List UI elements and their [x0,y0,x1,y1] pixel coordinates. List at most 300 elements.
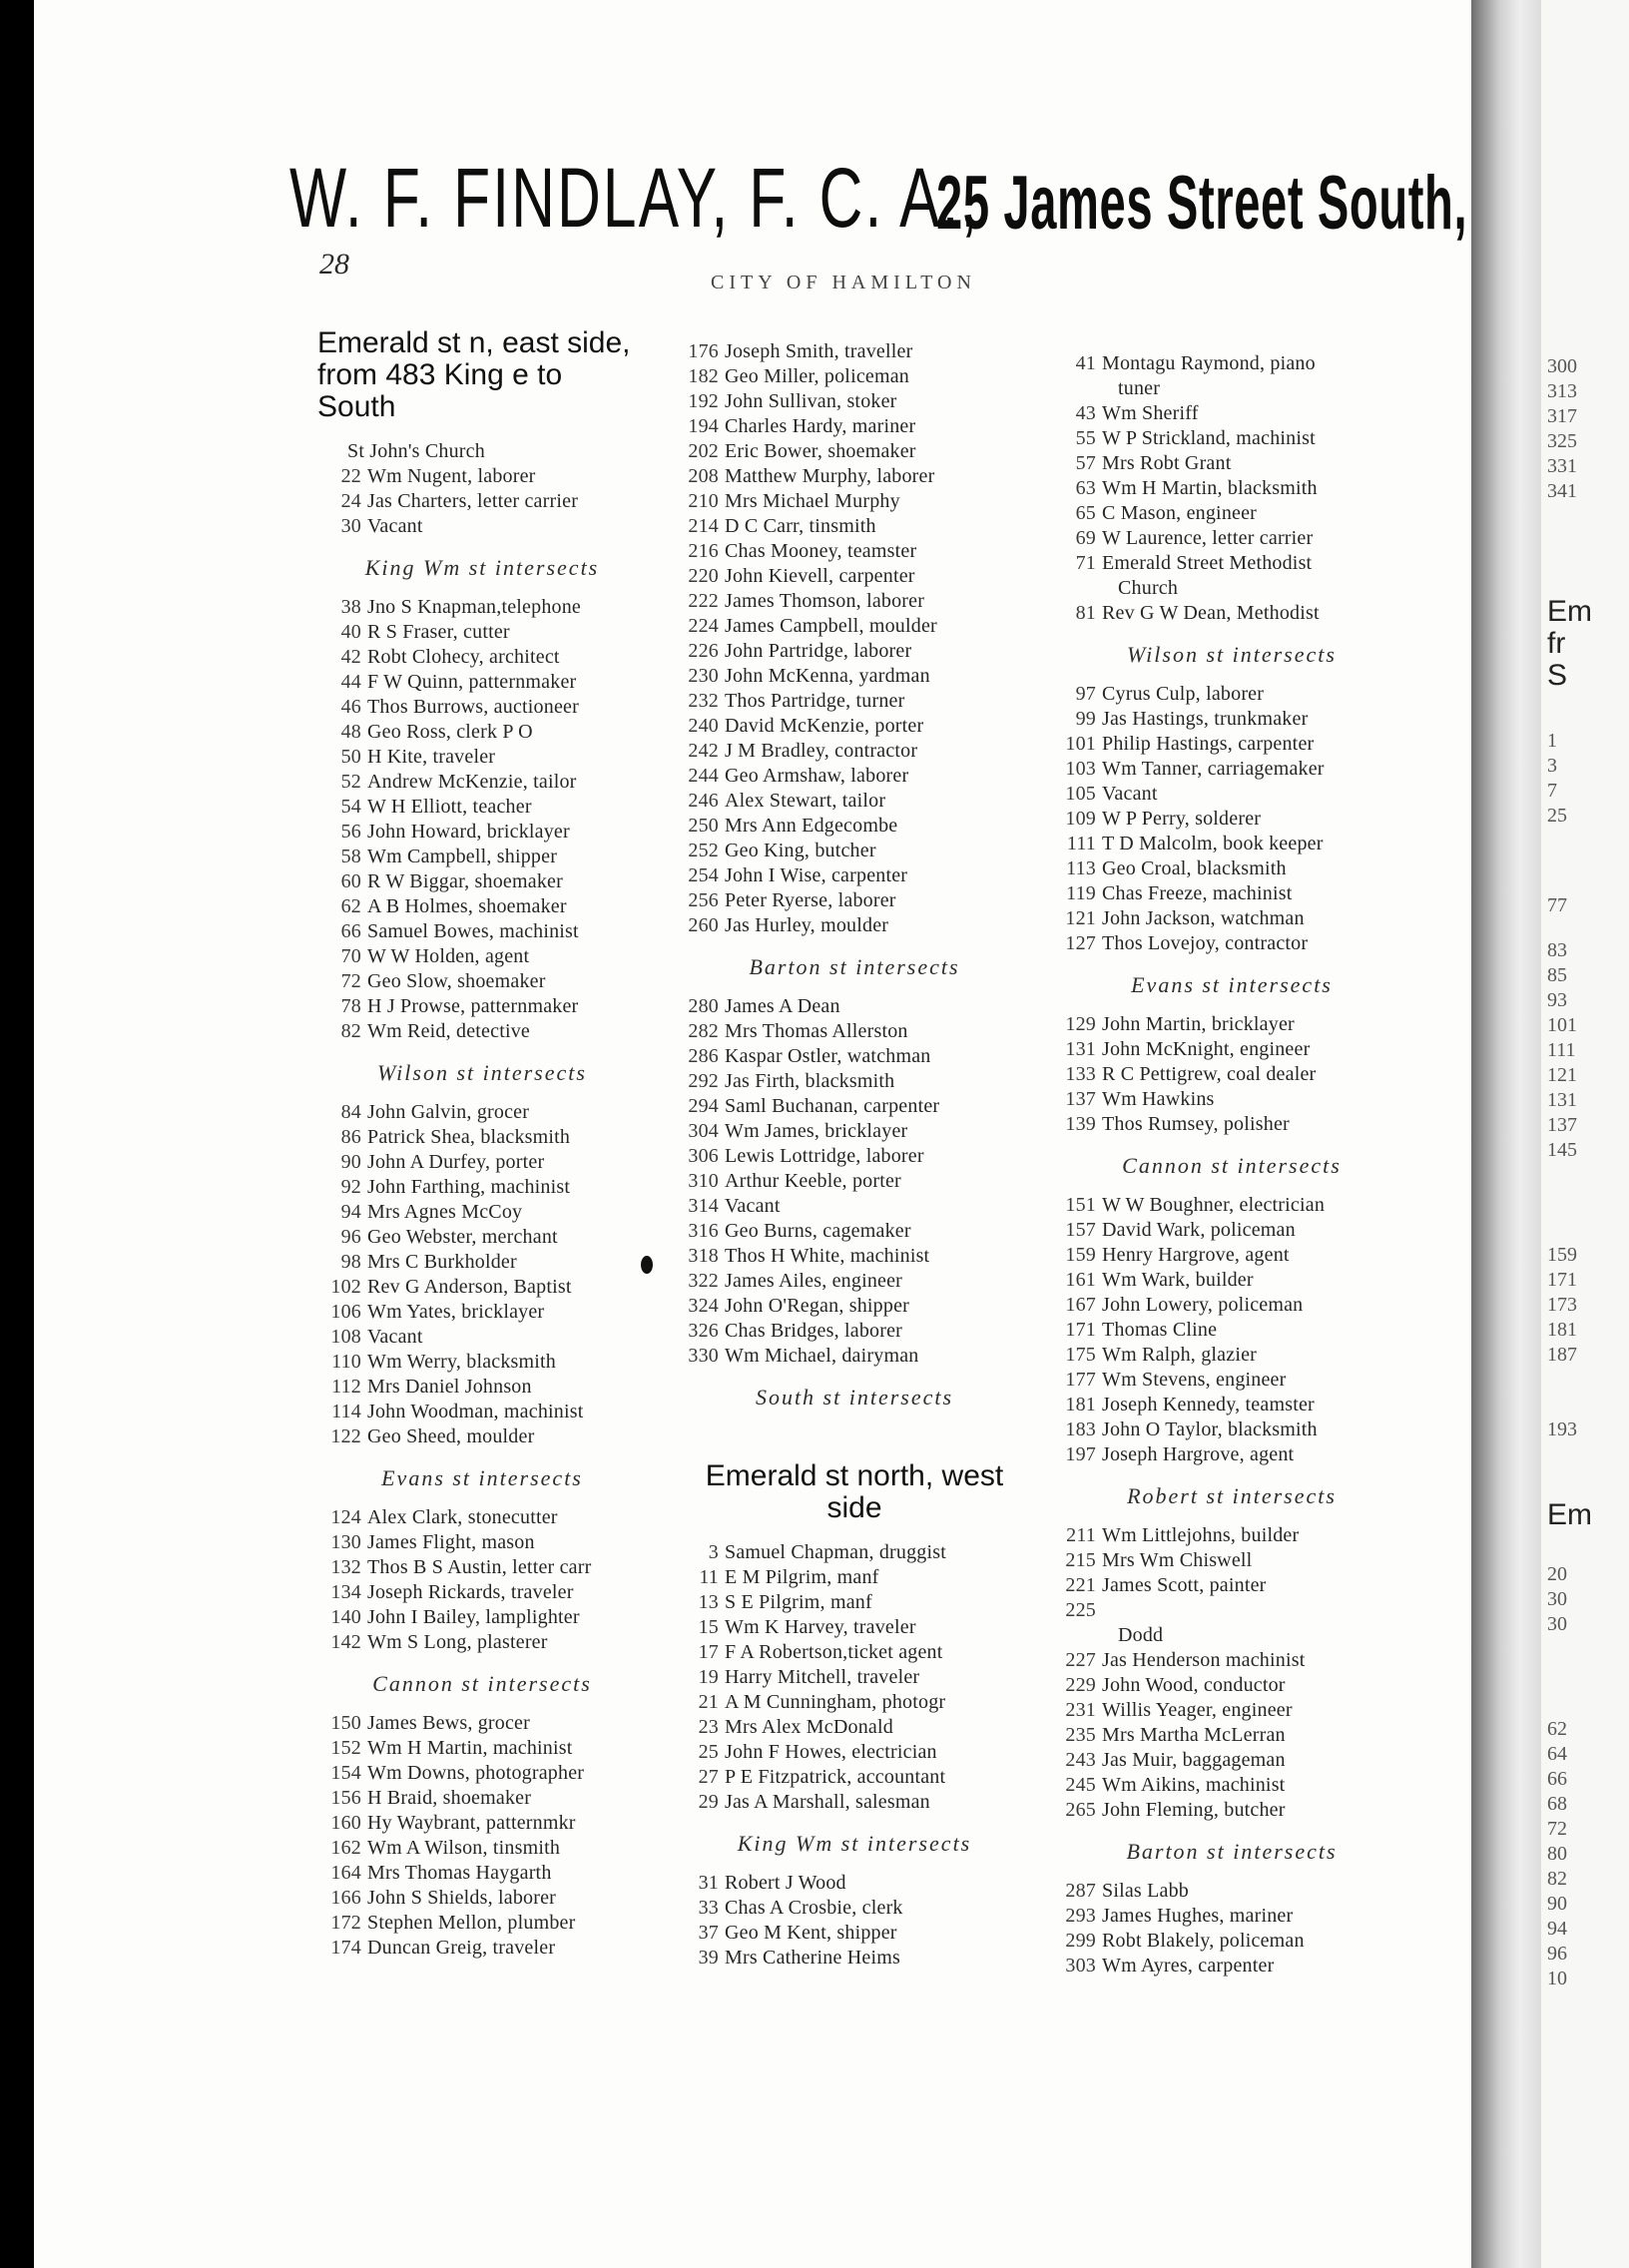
directory-entry [317,1811,647,1836]
resident-text: John Farthing, machinist [367,1176,571,1198]
house-number: 92 [340,1176,361,1198]
house-number: 119 [1066,882,1096,904]
adjacent-page-text: 145 [1547,1139,1577,1161]
house-number: 46 [340,696,361,718]
directory-entry [1052,1673,1411,1698]
resident-text: A M Cunningham, photogr [725,1691,946,1713]
house-number: 292 [688,1070,719,1092]
house-number: 19 [698,1666,719,1688]
directory-entry [675,489,1034,514]
house-number: 167 [1065,1294,1096,1316]
house-number: 13 [698,1591,719,1613]
directory-entry [317,1300,647,1325]
resident-text: John Lowery, policeman [1102,1294,1304,1316]
directory-entry [317,1886,647,1911]
directory-entry [675,439,1034,464]
resident-text: Mrs Martha McLerran [1102,1724,1286,1746]
resident-text: W Laurence, letter carrier [1102,527,1314,549]
directory-entry [1052,1548,1411,1573]
directory-entry [1052,1012,1411,1037]
house-number: 112 [331,1376,361,1398]
house-number: 72 [340,970,361,992]
directory-entry [317,1325,647,1350]
directory-entry [1052,1879,1411,1904]
resident-text: P E Fitzpatrick, accountant [725,1766,946,1788]
directory-entry [1052,1368,1411,1393]
directory-entry [675,414,1034,439]
house-number: 17 [698,1641,719,1663]
directory-entry [675,1790,1034,1815]
directory-entry [317,1175,647,1200]
adjacent-page-text: 101 [1547,1014,1577,1036]
directory-entry [1052,1748,1411,1773]
adjacent-page-text: 20 [1547,1563,1567,1585]
directory-entry [317,489,647,514]
house-number: 194 [688,415,719,437]
house-number: 101 [1065,733,1096,755]
house-number: 202 [688,440,719,462]
directory-entry [675,789,1034,814]
resident-text: Jas Firth, blacksmith [725,1070,895,1092]
directory-entry [675,564,1034,589]
resident-text: Mrs Thomas Allerston [725,1020,908,1042]
street-intersection-label: South st intersects [755,1385,954,1410]
directory-entry [1052,1723,1411,1748]
directory-entry [1052,1904,1411,1929]
resident-text: Wm Stevens, engineer [1102,1369,1287,1391]
house-number: 174 [330,1937,361,1959]
adjacent-page-text: 82 [1547,1868,1567,1890]
adjacent-page-text: 181 [1547,1319,1577,1341]
resident-text: H J Prowse, patternmaker [367,995,579,1017]
adjacent-page-text: 193 [1547,1418,1577,1440]
directory-entry [675,1344,1034,1369]
directory-entry [1052,1929,1411,1954]
house-number: 306 [688,1145,719,1167]
resident-text: Geo Croal, blacksmith [1102,857,1287,879]
adjacent-page-text: Em [1547,595,1592,628]
house-number: 69 [1075,527,1096,549]
directory-entry [1052,351,1411,376]
street-intersection-label: Wilson st intersects [1127,642,1337,667]
ink-mark [641,1256,653,1274]
house-number: 211 [1066,1524,1096,1546]
resident-text: Chas Bridges, laborer [725,1320,903,1342]
adjacent-page-text: 30 [1547,1613,1567,1635]
directory-entry [1052,1268,1411,1293]
resident-text: Joseph Kennedy, teamster [1102,1394,1315,1416]
house-number: 318 [688,1245,719,1267]
directory-entry [1052,1193,1411,1218]
directory-entry [675,994,1034,1019]
adjacent-page-text: Em [1547,1498,1592,1531]
directory-entry [1052,782,1411,807]
resident-text: John Wood, conductor [1102,1674,1286,1696]
house-number: 330 [688,1345,719,1367]
house-number: 60 [340,870,361,892]
directory-entry [1052,906,1411,931]
resident-text: Matthew Murphy, laborer [725,465,935,487]
directory-entry [1052,807,1411,832]
house-number: 287 [1065,1880,1096,1902]
house-number: 164 [330,1862,361,1884]
resident-text: John McKnight, engineer [1102,1038,1311,1060]
house-number: 44 [340,671,361,693]
directory-entry [317,1150,647,1175]
directory-entry [317,1125,647,1150]
resident-text: Mrs Thomas Haygarth [367,1862,552,1884]
house-number: 54 [340,796,361,818]
directory-entry [675,1169,1034,1194]
directory-entry [1052,526,1411,551]
resident-text: Emerald Street Methodist [1102,552,1313,574]
adjacent-page-text: 171 [1547,1269,1577,1291]
resident-text: Henry Hargrove, agent [1102,1244,1290,1266]
adjacent-page-text: 341 [1547,480,1577,502]
house-number: 114 [331,1401,361,1422]
house-number: 294 [688,1095,719,1117]
directory-entry [675,1319,1034,1344]
directory-entry [1052,757,1411,782]
resident-text: James Bews, grocer [367,1712,530,1734]
directory-entry [317,919,647,944]
resident-text: Geo Webster, merchant [367,1226,558,1248]
directory-entry [675,514,1034,539]
directory-entry [675,689,1034,714]
resident-text: Thos Partridge, turner [725,690,905,712]
directory-entry [675,1740,1034,1765]
directory-entry [317,595,647,620]
house-number: 131 [1065,1038,1096,1060]
adjacent-page-text: 83 [1547,939,1567,961]
directory-entry [675,814,1034,839]
resident-text: Geo M Kent, shipper [725,1922,897,1944]
resident-text: Saml Buchanan, carpenter [725,1095,940,1117]
adjacent-page-text: 64 [1547,1743,1567,1765]
directory-entry [317,1530,647,1555]
directory-entry [317,1555,647,1580]
directory-entry [317,845,647,869]
directory-entry [1052,1062,1411,1087]
house-number: 224 [688,615,719,637]
resident-text: Andrew McKenzie, tailor [367,771,577,793]
house-number: 215 [1065,1549,1096,1571]
house-number: 157 [1065,1219,1096,1241]
house-number: 86 [340,1126,361,1148]
directory-entry [675,764,1034,789]
house-number: 314 [688,1195,719,1217]
directory-entry [675,739,1034,764]
house-number: 256 [688,889,719,911]
resident-text: Harry Mitchell, traveler [725,1666,920,1688]
resident-text: Charles Hardy, mariner [725,415,916,437]
adjacent-page-text: 317 [1547,405,1577,427]
house-number: 99 [1075,708,1096,730]
resident-text: Wm Reid, detective [367,1020,530,1042]
resident-text: F W Quinn, patternmaker [367,671,577,693]
resident-text: Philip Hastings, carpenter [1102,733,1315,755]
resident-text: Jno S Knapman,telephone [367,596,582,618]
street-intersection-label: Cannon st intersects [372,1671,592,1696]
resident-text: Cyrus Culp, laborer [1102,683,1265,705]
page-gutter [1471,0,1541,2268]
resident-text: Wm Tanner, carriagemaker [1102,758,1325,780]
house-number: 260 [688,914,719,936]
resident-text: James Flight, mason [367,1531,535,1553]
resident-text: Joseph Smith, traveller [725,340,913,362]
resident-text: Jas Hurley, moulder [725,914,889,936]
house-number: 41 [1075,352,1096,374]
house-number: 106 [330,1301,361,1323]
house-number: 222 [688,590,719,612]
house-number: 27 [698,1766,719,1788]
column-3 [1052,351,1411,1979]
house-number: 181 [1065,1394,1096,1416]
directory-entry [317,969,647,994]
street-heading: Emerald st n, east side, from 483 King e to South [317,326,631,423]
adjacent-page-text: 1 [1547,730,1557,752]
adjacent-page-text: 85 [1547,964,1567,986]
resident-text: John Fleming, butcher [1102,1799,1286,1821]
directory-entry [675,1044,1034,1069]
house-number: 171 [1065,1319,1096,1341]
directory-entry [317,994,647,1019]
resident-text: John McKenna, yardman [725,665,930,687]
house-number: 39 [698,1947,719,1969]
house-number: 124 [330,1506,361,1528]
house-number: 210 [688,490,719,512]
resident-text: Arthur Keeble, porter [725,1170,901,1192]
resident-text: J M Bradley, contractor [725,740,918,762]
directory-entry [675,1119,1034,1144]
directory-entry [675,1094,1034,1119]
adjacent-page-text: 77 [1547,894,1567,916]
adjacent-page-text: 96 [1547,1943,1567,1965]
directory-entry [1052,1598,1411,1623]
resident-text: Wm A Wilson, tinsmith [367,1837,561,1859]
resident-text: Samuel Bowes, machinist [367,920,579,942]
house-number: 97 [1075,683,1096,705]
resident-text: Mrs Agnes McCoy [367,1201,523,1223]
directory-entry [1052,501,1411,526]
resident-text: Thomas Cline [1102,1319,1218,1341]
house-number: 21 [698,1691,719,1713]
house-number: 293 [1065,1905,1096,1927]
resident-text-continued: Dodd [1118,1624,1164,1646]
directory-entry [675,1615,1034,1640]
resident-text: Mrs Daniel Johnson [367,1376,532,1398]
resident-text: Wm Campbell, shipper [367,846,558,867]
directory-entry [317,1350,647,1375]
house-number: 3 [708,1541,719,1563]
directory-entry [1052,551,1411,576]
house-number: 90 [340,1151,361,1173]
directory-entry [1052,1418,1411,1442]
resident-text: Wm Ralph, glazier [1102,1344,1258,1366]
directory-entry [1052,601,1411,626]
resident-text: Joseph Rickards, traveler [367,1581,574,1603]
resident-text: Joseph Hargrove, agent [1102,1443,1295,1465]
house-number: 166 [330,1887,361,1909]
resident-text: John I Bailey, lamplighter [367,1606,580,1628]
directory-entry [317,1250,647,1275]
directory-entry [675,1194,1034,1219]
directory-entry [675,839,1034,863]
directory-entry [317,1424,647,1449]
resident-text: Duncan Greig, traveler [367,1937,556,1959]
resident-text: Wm Werry, blacksmith [367,1351,557,1373]
resident-text: Wm Yates, bricklayer [367,1301,545,1323]
house-number: 286 [688,1045,719,1067]
house-number: 282 [688,1020,719,1042]
directory-entry [1052,451,1411,476]
directory-page [34,0,1471,2268]
resident-text: John S Shields, laborer [367,1887,557,1909]
directory-entry [317,439,647,464]
resident-text: Patrick Shea, blacksmith [367,1126,571,1148]
house-number: 40 [340,621,361,643]
directory-entry [1052,1318,1411,1343]
resident-text: Wm Sheriff [1102,402,1199,424]
house-number: 110 [331,1351,361,1373]
directory-entry [317,1936,647,1961]
house-number: 322 [688,1270,719,1292]
house-number: 254 [688,864,719,886]
house-number: 242 [688,740,719,762]
house-number: 214 [688,515,719,537]
directory-entry [675,389,1034,414]
directory-entry [675,1946,1034,1971]
directory-entry [1052,832,1411,856]
directory-entry [675,464,1034,489]
directory-entry [1052,856,1411,881]
directory-entry [317,795,647,820]
house-number: 55 [1075,427,1096,449]
house-number: 326 [688,1320,719,1342]
banner-name: W. F. FINDLAY, F. C. A., [289,151,980,245]
resident-text: Mrs Robt Grant [1102,452,1232,474]
house-number: 127 [1065,932,1096,954]
adjacent-page-text: S [1547,659,1568,692]
resident-text: Wm Wark, builder [1102,1269,1254,1291]
directory-entry [317,1225,647,1250]
house-number: 96 [340,1226,361,1248]
resident-text: Wm H Martin, machinist [367,1737,573,1759]
resident-text: Robt Blakely, policeman [1102,1930,1305,1952]
house-number: 105 [1065,783,1096,805]
resident-text: Thos B S Austin, letter carr [367,1556,592,1578]
resident-text: John F Howes, electrician [725,1741,937,1763]
resident-text: James Ailes, engineer [725,1270,903,1292]
street-intersection-label: Wilson st intersects [377,1060,587,1085]
house-number: 109 [1065,808,1096,830]
directory-entry [317,1019,647,1044]
directory-entry [1052,1087,1411,1112]
resident-text: Wm Michael, dairyman [725,1345,919,1367]
directory-entry [675,1715,1034,1740]
column-2 [675,339,1034,1971]
directory-entry [675,1294,1034,1319]
directory-entry [1052,1037,1411,1062]
directory-entry [1052,881,1411,906]
resident-text: R S Fraser, cutter [367,621,510,643]
house-number: 37 [698,1922,719,1944]
resident-text: Kaspar Ostler, watchman [725,1045,931,1067]
adjacent-page-text: 62 [1547,1718,1567,1740]
adjacent-page-text: 131 [1547,1089,1577,1111]
resident-text: Mrs Ann Edgecombe [725,815,898,837]
house-number: 244 [688,765,719,787]
directory-entry [675,1590,1034,1615]
house-number: 240 [688,715,719,737]
house-number: 22 [340,465,361,487]
directory-entry [317,1836,647,1861]
directory-entry [675,1144,1034,1169]
resident-text: Silas Labb [1102,1880,1189,1902]
resident-text: Robt Clohecy, architect [367,646,560,668]
directory-entry [675,863,1034,888]
directory-entry [317,1200,647,1225]
house-number: 70 [340,945,361,967]
house-number: 183 [1065,1418,1096,1440]
adjacent-page-text: 111 [1547,1039,1576,1061]
street-intersection-label: Cannon st intersects [1122,1153,1342,1178]
directory-entry [317,695,647,720]
resident-text: Vacant [367,1326,423,1348]
house-number: 23 [698,1716,719,1738]
directory-entry [317,670,647,695]
house-number: 160 [330,1812,361,1834]
resident-text: John Martin, bricklayer [1102,1013,1295,1035]
resident-text: D C Carr, tinsmith [725,515,876,537]
resident-text: Wm H Martin, blacksmith [1102,477,1318,499]
house-number: 140 [330,1606,361,1628]
directory-entry [675,1871,1034,1896]
resident-text: Stephen Mellon, plumber [367,1912,576,1934]
directory-entry [1052,1293,1411,1318]
house-number: 304 [688,1120,719,1142]
street-intersection-label: Robert st intersects [1127,1483,1337,1508]
directory-entry [1052,1393,1411,1418]
resident-text: John Galvin, grocer [367,1101,530,1123]
house-number: 66 [340,920,361,942]
directory-entry [675,1690,1034,1715]
directory-entry [675,1540,1034,1565]
directory-entry [317,894,647,919]
house-number: 84 [340,1101,361,1123]
adjacent-page-fragment [1541,0,1629,2268]
directory-entry [1052,1773,1411,1798]
resident-text: E M Pilgrim, manf [725,1566,879,1588]
directory-entry [317,1275,647,1300]
house-number: 134 [330,1581,361,1603]
resident-text: John Woodman, machinist [367,1401,584,1422]
directory-entry [675,639,1034,664]
house-number: 176 [688,340,719,362]
house-number: 152 [330,1737,361,1759]
directory-entry [317,720,647,745]
house-number: 154 [330,1762,361,1784]
resident-text: Jas Hastings, trunkmaker [1102,708,1309,730]
house-number: 227 [1065,1649,1096,1671]
directory-entry [1052,682,1411,707]
house-number: 50 [340,746,361,768]
resident-text: Mrs Alex McDonald [725,1716,893,1738]
directory-entry [675,1896,1034,1921]
house-number: 231 [1065,1699,1096,1721]
resident-text: W W Holden, agent [367,945,530,967]
adjacent-page-text: 331 [1547,455,1577,477]
